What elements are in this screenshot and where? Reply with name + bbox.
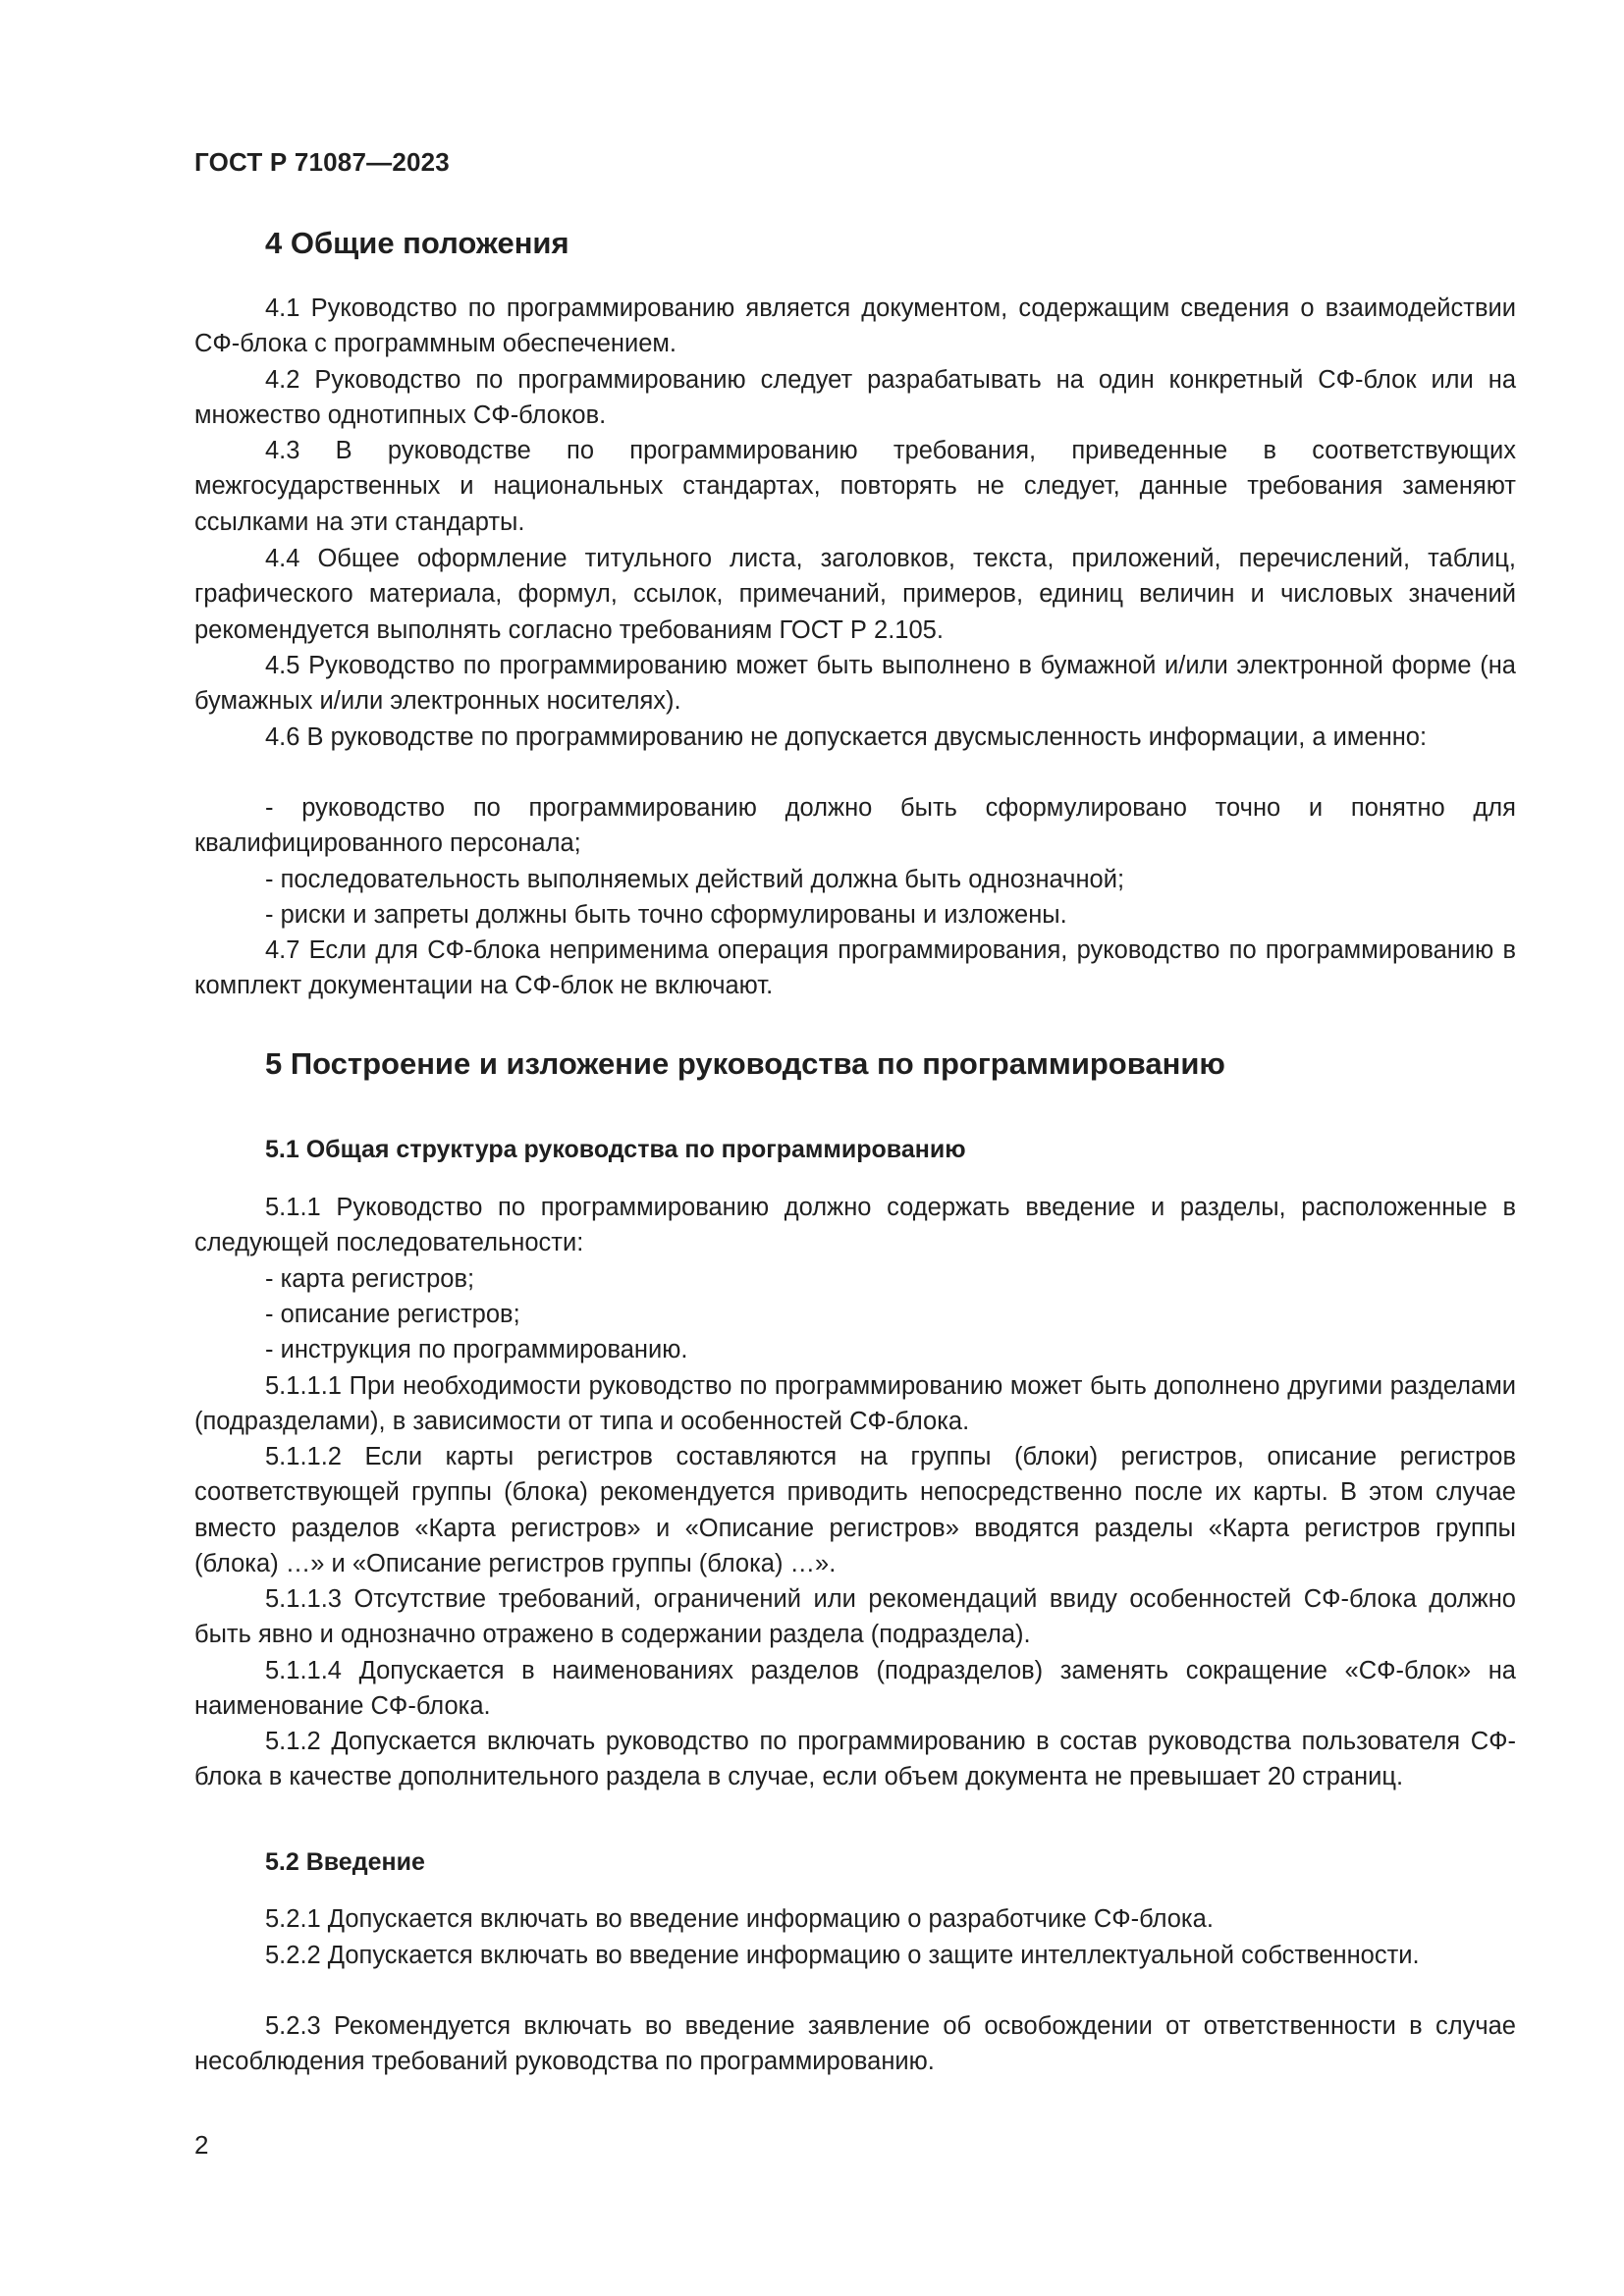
paragraph-4-3: 4.3 В руководстве по программированию требования, приведенные в соответствующих межгосударственных и национальных стандартах, повторять не следует, данные требования заменяют ссылками на эти стандарты. xyxy=(194,437,1516,536)
section-5-title: 5 Построение и изложение руководства по программированию xyxy=(265,1046,1225,1081)
paragraph-5-1-1-4: 5.1.1.4 Допускается в наименованиях разделов (подразделов) заменять сокращение «СФ-блок» на наименование СФ-блока. xyxy=(194,1657,1516,1721)
paragraph-5-2-2: 5.2.2 Допускается включать во введение информацию о защите интеллектуальной собственности. xyxy=(265,1942,1420,1969)
paragraph-5-1-1: 5.1.1 Руководство по программированию должно содержать введение и разделы, расположенные в следующей последовательности: xyxy=(194,1194,1516,1257)
paragraph-5-1-1-2: 5.1.1.2 Если карты регистров составляются на группы (блоки) регистров, описание регистров соответствующей группы (блока) рекомендуется приводить непосредственно после их карты. В этом случае вместо разделов «Карта регистров» и «Описание регистров» вводятся разделы «Карта регистров группы (блока) …» и «Описание регистров группы (блока) …». xyxy=(194,1443,1516,1577)
list-item-4-6-3: - риски и запреты должны быть точно сформулированы и изложены. xyxy=(265,901,1067,929)
paragraph-4-7: 4.7 Если для СФ-блока неприменима операция программирования, руководство по программированию в комплект документации на СФ-блок не включают. xyxy=(194,936,1516,1000)
paragraph-4-6: 4.6 В руководстве по программированию не допускается двусмысленность информации, а именно: xyxy=(265,723,1428,751)
subsection-5-2-title: 5.2 Введение xyxy=(265,1848,425,1876)
paragraph-5-2-1: 5.2.1 Допускается включать во введение информацию о разработчике СФ-блока. xyxy=(265,1905,1214,1933)
section-4-title: 4 Общие положения xyxy=(265,226,569,260)
paragraph-4-4: 4.4 Общее оформление титульного листа, заголовков, текста, приложений, перечислений, таблиц, графического материала, формул, ссылок, примечаний, примеров, единиц величин и числовых значений рекомендуется выполнять согласно требованиям ГОСТ Р 2.105. xyxy=(194,545,1516,644)
paragraph-4-1: 4.1 Руководство по программированию является документом, содержащим сведения о взаимодействии СФ-блока с программным обеспечением. xyxy=(194,294,1516,358)
list-item-5-1-1-b: - описание регистров; xyxy=(265,1301,520,1328)
page-number: 2 xyxy=(194,2130,209,2160)
paragraph-5-2-3: 5.2.3 Рекомендуется включать во введение заявление об освобождении от ответственности в случае несоблюдения требований руководства по программированию. xyxy=(194,2012,1516,2076)
paragraph-5-1-1-1: 5.1.1.1 При необходимости руководство по программированию может быть дополнено другими разделами (подразделами), в зависимости от типа и особенностей СФ-блока. xyxy=(194,1372,1516,1436)
paragraph-5-1-2: 5.1.2 Допускается включать руководство по программированию в состав руководства пользователя СФ-блока в качестве дополнительного раздела в случае, если объем документа не превышает 20 страниц. xyxy=(194,1728,1516,1791)
list-item-5-1-1-a: - карта регистров; xyxy=(265,1265,475,1293)
subsection-5-1-title: 5.1 Общая структура руководства по программированию xyxy=(265,1136,966,1163)
paragraph-4-5: 4.5 Руководство по программированию может быть выполнено в бумажной и/или электронной форме (на бумажных и/или электронных носителях). xyxy=(194,652,1516,716)
paragraph-5-1-1-3: 5.1.1.3 Отсутствие требований, ограничений или рекомендаций ввиду особенностей СФ-блока должно быть явно и однозначно отражено в содержании раздела (подраздела). xyxy=(194,1585,1516,1649)
list-item-4-6-2: - последовательность выполняемых действий должна быть однозначной; xyxy=(265,866,1125,893)
list-item-4-6-1: - руководство по программированию должно быть сформулировано точно и понятно для квалифицированного персонала; xyxy=(194,794,1516,858)
list-item-5-1-1-c: - инструкция по программированию. xyxy=(265,1336,688,1363)
paragraph-4-2: 4.2 Руководство по программированию следует разрабатывать на один конкретный СФ-блок или на множество однотипных СФ-блоков. xyxy=(194,366,1516,430)
document-code-header: ГОСТ Р 71087—2023 xyxy=(194,147,450,177)
